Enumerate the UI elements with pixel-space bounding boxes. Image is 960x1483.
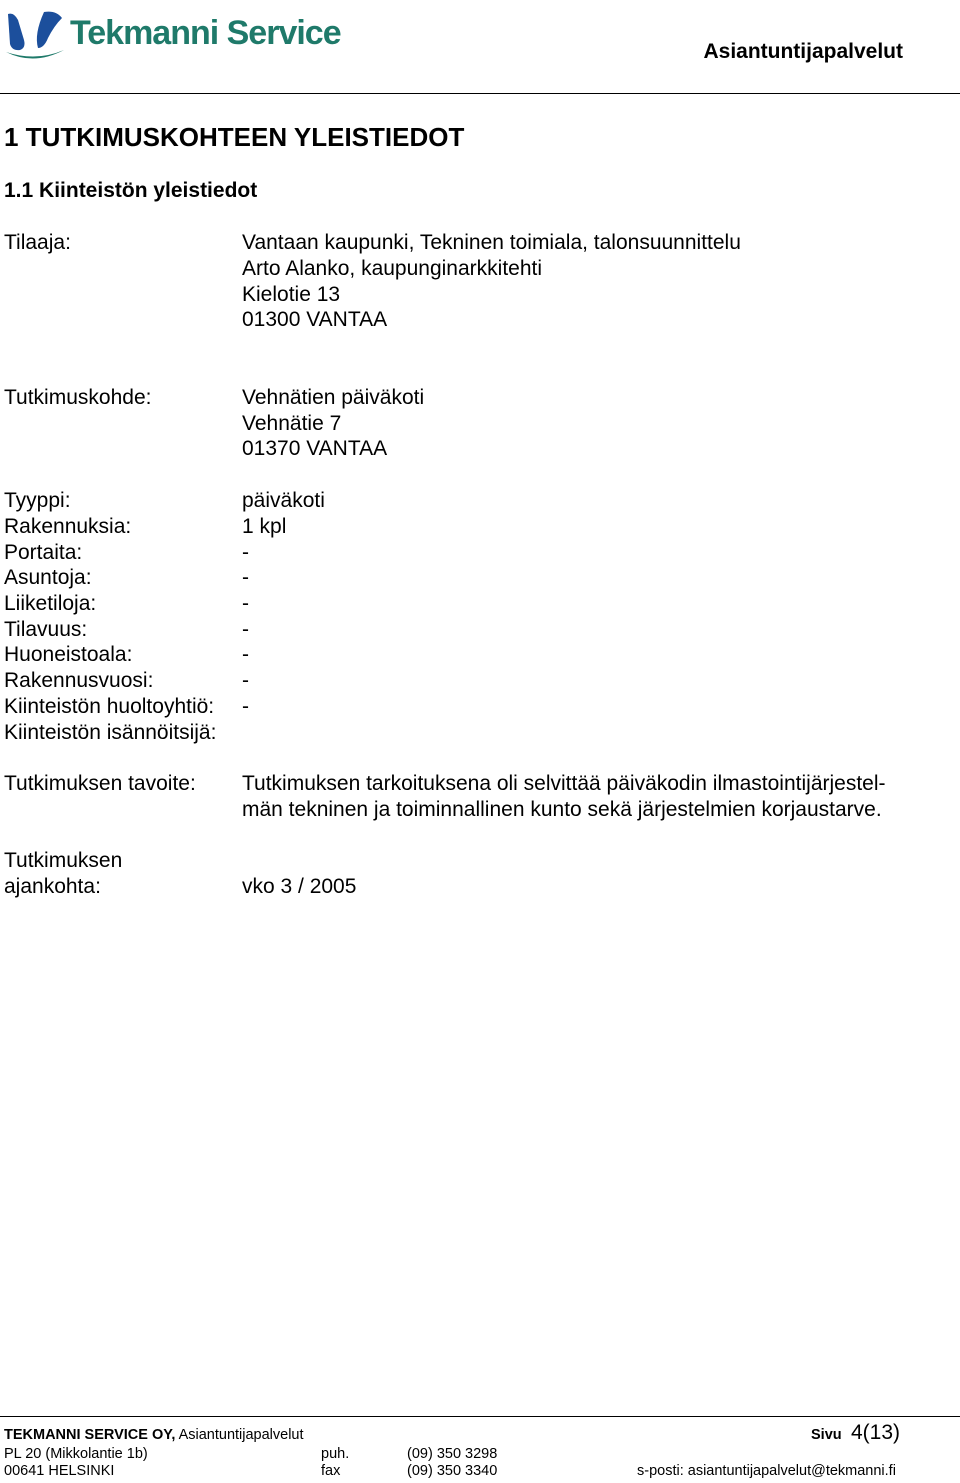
header-title: Asiantuntijapalvelut xyxy=(703,40,903,63)
footer-company xyxy=(4,1427,304,1443)
footer-divider xyxy=(0,1416,960,1417)
ajankohta-label: ajankohta: xyxy=(4,875,101,898)
tutkimuskohde-line: Vehnätien päiväkoti xyxy=(242,386,425,409)
fact-label-huoneistoala: Huoneistoala: xyxy=(4,643,133,666)
fact-label-isannoitsija: Kiinteistön isännöitsijä: xyxy=(4,721,217,744)
fact-label-liiketiloja: Liiketiloja: xyxy=(4,592,97,615)
fact-value-rakennuksia: 1 kpl xyxy=(242,515,287,538)
ajankohta-value: vko 3 / 2005 xyxy=(242,875,357,898)
fact-label-tyyppi: Tyyppi: xyxy=(4,489,71,512)
footer-email: s-posti: asiantuntijapalvelut@tekmanni.fi xyxy=(637,1463,896,1479)
fact-label-portaita: Portaita: xyxy=(4,541,83,564)
fact-value-huoneistoala: - xyxy=(242,643,249,666)
footer-fax-label: fax xyxy=(321,1463,341,1479)
tutkimuskohde-line: 01370 VANTAA xyxy=(242,437,388,460)
footer-page-number: 4(13) xyxy=(851,1421,901,1444)
fact-value-asuntoja: - xyxy=(242,566,249,589)
header-divider xyxy=(0,93,960,94)
fact-value-tilavuus: - xyxy=(242,618,249,641)
logo-mark-left-icon xyxy=(8,14,25,51)
tilaaja-line: Vantaan kaupunki, Tekninen toimiala, talonsuunnittelu xyxy=(242,231,741,254)
section-heading: 1 TUTKIMUSKOHTEEN YLEISTIEDOT xyxy=(4,122,465,152)
tavoite-label: Tutkimuksen tavoite: xyxy=(4,772,196,795)
fact-value-rakennusvuosi: - xyxy=(242,669,249,692)
ajankohta-label: Tutkimuksen xyxy=(4,849,123,872)
fact-label-rakennusvuosi: Rakennusvuosi: xyxy=(4,669,154,692)
tavoite-line: Tutkimuksen tarkoituksena oli selvittää päiväkodin ilmastointijärjestel- xyxy=(242,772,886,795)
tilaaja-label: Tilaaja: xyxy=(4,231,71,254)
footer-page-label: Sivu xyxy=(811,1427,842,1443)
fact-value-portaita: - xyxy=(242,541,249,564)
tilaaja-line: Kielotie 13 xyxy=(242,283,341,306)
fact-label-huoltoyhtio: Kiinteistön huoltoyhtiö: xyxy=(4,695,215,718)
fact-value-huoltoyhtio: - xyxy=(242,695,249,718)
fact-value-tyyppi: päiväkoti xyxy=(242,489,325,512)
tilaaja-line: 01300 VANTAA xyxy=(242,308,388,331)
logo-text: Tekmanni Service xyxy=(70,14,341,52)
fact-value-liiketiloja: - xyxy=(242,592,249,615)
footer-phone-label: puh. xyxy=(321,1446,350,1462)
logo-swoosh-icon xyxy=(6,50,64,59)
fact-label-tilavuus: Tilavuus: xyxy=(4,618,88,641)
footer-address-line: PL 20 (Mikkolantie 1b) xyxy=(4,1446,148,1462)
tilaaja-line: Arto Alanko, kaupunginarkkitehti xyxy=(242,257,543,280)
footer-fax-value: (09) 350 3340 xyxy=(407,1463,498,1479)
footer-company-name: TEKMANNI SERVICE OY, xyxy=(4,1427,176,1443)
tavoite-line: män tekninen ja toiminnallinen kunto sekä järjestelmien korjaustarve. xyxy=(242,798,882,821)
footer-address-line: 00641 HELSINKI xyxy=(4,1463,115,1479)
tutkimuskohde-label: Tutkimuskohde: xyxy=(4,386,152,409)
tutkimuskohde-line: Vehnätie 7 xyxy=(242,412,342,435)
logo-mark-right-icon xyxy=(37,12,62,48)
fact-label-rakennuksia: Rakennuksia: xyxy=(4,515,132,538)
fact-label-asuntoja: Asuntoja: xyxy=(4,566,92,589)
footer-company-unit: Asiantuntijapalvelut xyxy=(175,1427,304,1443)
footer-phone-value: (09) 350 3298 xyxy=(407,1446,498,1462)
subsection-heading: 1.1 Kiinteistön yleistiedot xyxy=(4,179,258,202)
